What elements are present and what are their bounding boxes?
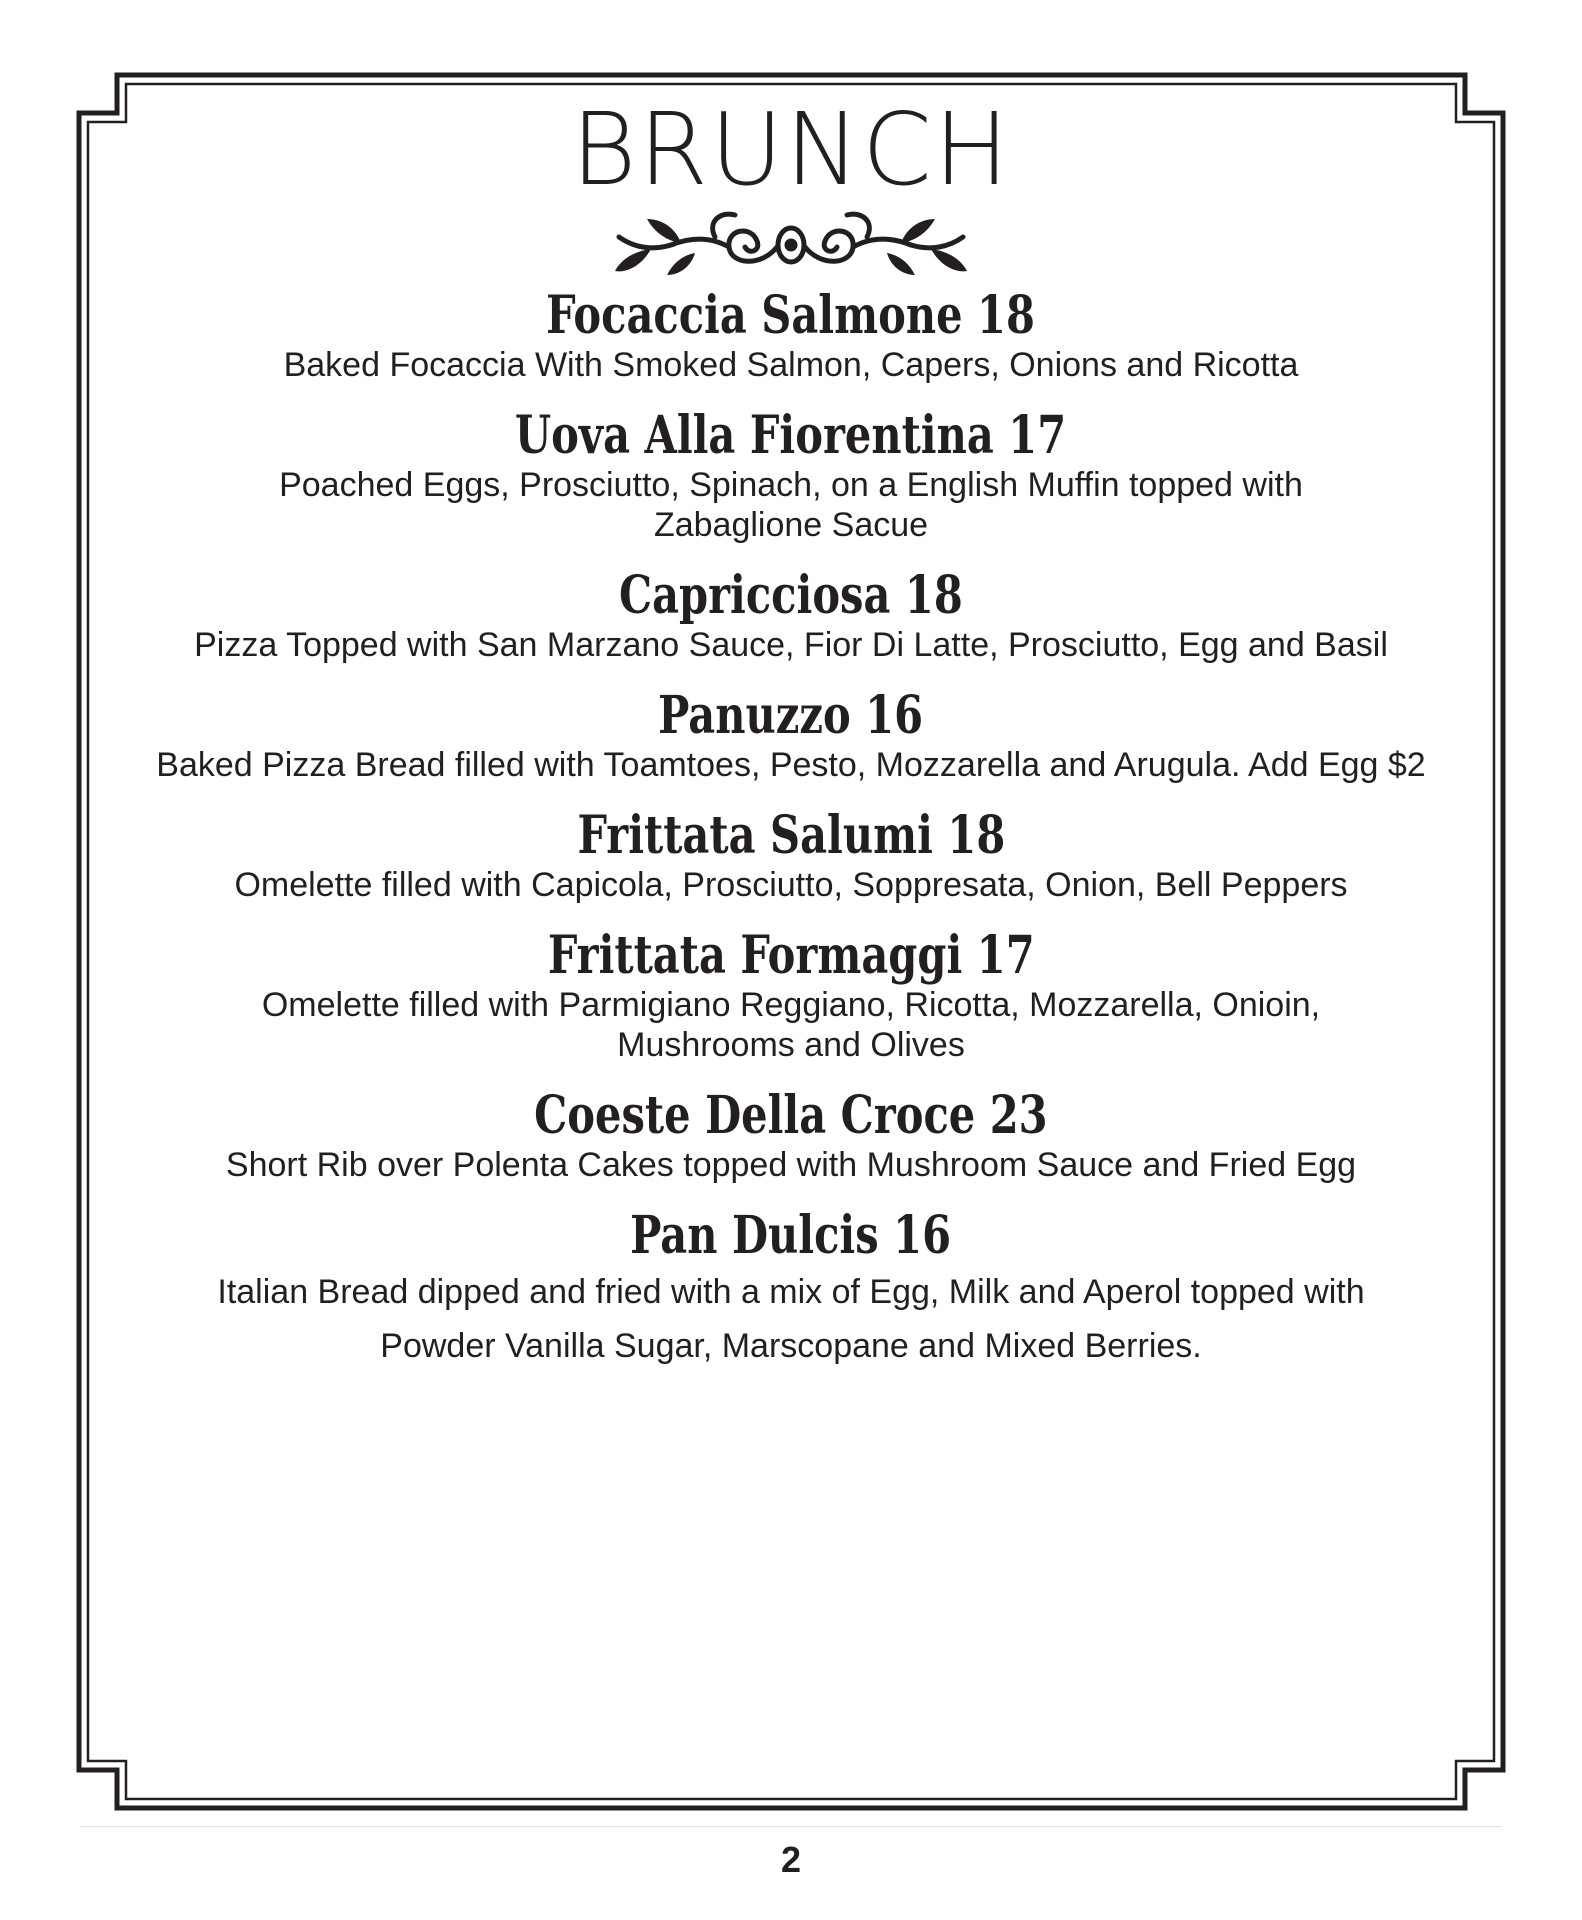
- footer-divider: [80, 1826, 1502, 1827]
- menu-item-description: Baked Focaccia With Smoked Salmon, Capers, Onions and Ricotta: [283, 346, 1299, 384]
- menu-item: [120, 687, 1462, 785]
- menu-title: BRUNCH: [571, 91, 1011, 208]
- menu-item-name: Pan Dulcis 16: [630, 1205, 952, 1266]
- menu-items-list: [120, 287, 1462, 1373]
- menu-item-name: Panuzzo 16: [658, 685, 924, 746]
- menu-item-description: Poached Eggs, Prosciutto, Spinach, on a English Muffin topped with Zabaglione Sacue: [279, 466, 1303, 544]
- menu-item: [120, 567, 1462, 665]
- menu-item: [120, 287, 1462, 385]
- menu-item-description: Omelette filled with Parmigiano Reggiano, Ricotta, Mozzarella, Onioin, Mushrooms and Olives: [261, 986, 1321, 1064]
- page-number: 2: [780, 1839, 802, 1880]
- menu-item: [120, 1207, 1462, 1373]
- menu-item-name: Focaccia Salmone 18: [546, 285, 1036, 346]
- menu-item-name: Capricciosa 18: [619, 565, 963, 626]
- menu-item: [120, 807, 1462, 905]
- menu-item: [120, 927, 1462, 1065]
- menu-item-description: Baked Pizza Bread filled with Toamtoes, Pesto, Mozzarella and Arugula. Add Egg $2: [156, 746, 1426, 784]
- menu-item-description: Short Rib over Polenta Cakes topped with Mushroom Sauce and Fried Egg: [225, 1146, 1357, 1184]
- menu-item-description: Pizza Topped with San Marzano Sauce, Fior Di Latte, Prosciutto, Egg and Basil: [194, 626, 1388, 664]
- menu-item-name: Frittata Formaggi 17: [547, 925, 1035, 986]
- menu-content: [120, 91, 1462, 1395]
- floral-divider-icon: [611, 207, 971, 277]
- menu-item-description: Omelette filled with Capicola, Prosciutto, Soppresata, Onion, Bell Peppers: [234, 866, 1348, 904]
- menu-item: [120, 407, 1462, 545]
- menu-item-name: Uova Alla Fiorentina 17: [515, 405, 1067, 466]
- menu-item-name: Frittata Salumi 18: [577, 805, 1005, 866]
- menu-item-name: Coeste Della Croce 23: [534, 1085, 1048, 1146]
- menu-item-description: Italian Bread dipped and fried with a mix of Egg, Milk and Aperol topped with Powder Vanilla Sugar, Marscopane and Mixed Berries.: [217, 1273, 1365, 1365]
- menu-item: [120, 1087, 1462, 1185]
